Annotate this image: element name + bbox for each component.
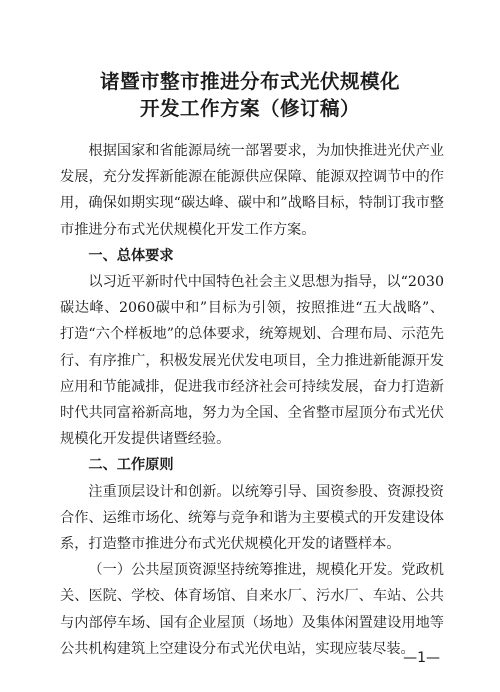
document-title-line1: 诸暨市整市推进分布式光伏规模化 xyxy=(99,70,400,93)
document-title-line2: 开发工作方案（修订稿） xyxy=(139,97,360,120)
section2-paragraph: 注重顶层设计和创新。以统筹引导、国资参股、资源投资合作、运维市场化、统筹与竞争和谐为主要模式的开发建设体系，打造整市推进分布式光伏规模化开发的诸暨样本。 xyxy=(60,483,444,553)
section2-heading: 二、工作原则 xyxy=(88,457,174,474)
document-body xyxy=(60,138,444,662)
section1-heading: 一、总体要求 xyxy=(88,247,174,264)
section1-paragraph: 以习近平新时代中国特色社会主义思想为指导，以“2030碳达峰、2060碳中和”目标为引领，按照推进“五大战略”、打造“六个样板地”的总体要求，统筹规划、合理布局、示范先行、有序推广，积极发展光伏发电项目，全力推进新能源开发应用和节能减排，促进我市经济社会可持续发展，奋力打造新时代共同富裕新高地，努力为全国、全省整市屋顶分布式光伏规模化开发提供诸暨经验。 xyxy=(60,274,444,448)
page-number: —1— xyxy=(403,650,440,666)
intro-paragraph: 根据国家和省能源局统一部署要求，为加快推进光伏产业发展，充分发挥新能源在能源供应保障、能源双控调节中的作用，确保如期实现“碳达峰、碳中和”战略目标，特制订我市整市推进分布式光伏规模化开发工作方案。 xyxy=(60,143,444,238)
item1-paragraph: （一）公共屋顶资源坚持统筹推进，规模化开发。党政机关、医院、学校、体育场馆、自来水厂、污水厂、车站、公共与内部停车场、国有企业屋顶（场地）及集体闲置建设用地等公共机构建筑上空建设分布式光伏电站，实现应装尽装。 xyxy=(60,562,444,657)
